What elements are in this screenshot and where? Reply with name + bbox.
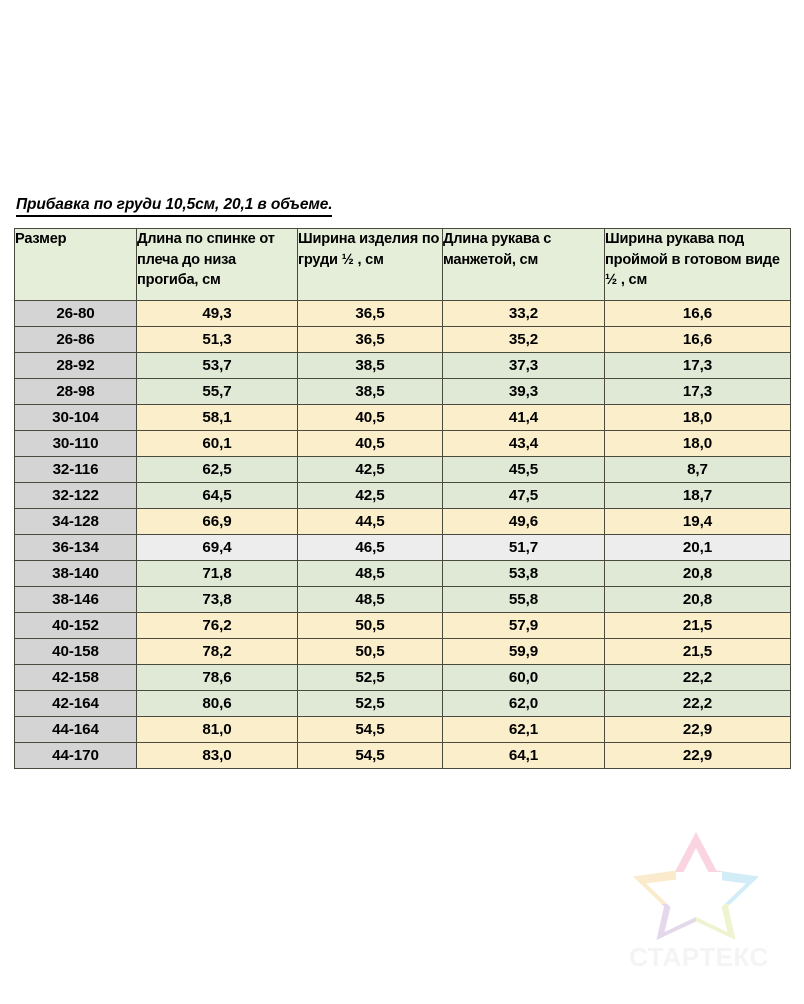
- table-row: [15, 717, 791, 743]
- cell-back-length: 51,3: [137, 327, 298, 353]
- column-header-back-length: Длина по спинке от плеча до низа прогиба, см: [137, 229, 298, 301]
- table-row: [15, 639, 791, 665]
- cell-back-length: 78,6: [137, 665, 298, 691]
- cell-chest-width: 38,5: [298, 379, 443, 405]
- size-chart-table: [14, 228, 791, 769]
- column-header-chest-width: Ширина изделия по груди ½ , см: [298, 229, 443, 301]
- cell-sleeve-width: 21,5: [605, 639, 791, 665]
- cell-sleeve-length: 33,2: [443, 301, 605, 327]
- cell-sleeve-length: 39,3: [443, 379, 605, 405]
- cell-sleeve-width: 20,1: [605, 535, 791, 561]
- cell-back-length: 71,8: [137, 561, 298, 587]
- cell-back-length: 49,3: [137, 301, 298, 327]
- cell-size: 34-128: [15, 509, 137, 535]
- cell-sleeve-width: 22,2: [605, 691, 791, 717]
- cell-size: 44-164: [15, 717, 137, 743]
- cell-size: 30-110: [15, 431, 137, 457]
- column-header-size: Размер: [15, 229, 137, 301]
- cell-size: 26-80: [15, 301, 137, 327]
- cell-size: 30-104: [15, 405, 137, 431]
- cell-chest-width: 50,5: [298, 639, 443, 665]
- cell-chest-width: 40,5: [298, 431, 443, 457]
- cell-sleeve-width: 16,6: [605, 327, 791, 353]
- cell-size: 26-86: [15, 327, 137, 353]
- cell-sleeve-length: 35,2: [443, 327, 605, 353]
- cell-size: 38-146: [15, 587, 137, 613]
- cell-chest-width: 54,5: [298, 717, 443, 743]
- table-row: [15, 691, 791, 717]
- cell-back-length: 66,9: [137, 509, 298, 535]
- cell-back-length: 73,8: [137, 587, 298, 613]
- table-row: [15, 301, 791, 327]
- watermark: [604, 826, 794, 986]
- cell-sleeve-width: 17,3: [605, 353, 791, 379]
- size-table-container: [14, 228, 790, 769]
- table-row: [15, 431, 791, 457]
- page-title: Прибавка по груди 10,5см, 20,1 в объеме.: [16, 196, 332, 217]
- cell-back-length: 78,2: [137, 639, 298, 665]
- cell-sleeve-length: 49,6: [443, 509, 605, 535]
- cell-sleeve-length: 47,5: [443, 483, 605, 509]
- table-row: [15, 613, 791, 639]
- cell-chest-width: 42,5: [298, 457, 443, 483]
- cell-back-length: 69,4: [137, 535, 298, 561]
- cell-chest-width: 42,5: [298, 483, 443, 509]
- cell-sleeve-width: 17,3: [605, 379, 791, 405]
- cell-sleeve-width: 8,7: [605, 457, 791, 483]
- table-row: [15, 665, 791, 691]
- cell-sleeve-length: 43,4: [443, 431, 605, 457]
- cell-chest-width: 38,5: [298, 353, 443, 379]
- table-row: [15, 535, 791, 561]
- table-row: [15, 587, 791, 613]
- cell-chest-width: 36,5: [298, 301, 443, 327]
- table-row: [15, 509, 791, 535]
- cell-size: 40-158: [15, 639, 137, 665]
- watermark-brand-text: СТАРТЕКС: [629, 942, 769, 972]
- cell-back-length: 58,1: [137, 405, 298, 431]
- cell-size: 40-152: [15, 613, 137, 639]
- cell-chest-width: 52,5: [298, 665, 443, 691]
- table-row: [15, 743, 791, 769]
- cell-size: 42-164: [15, 691, 137, 717]
- cell-sleeve-width: 18,7: [605, 483, 791, 509]
- cell-size: 36-134: [15, 535, 137, 561]
- table-header: [15, 229, 791, 301]
- cell-back-length: 80,6: [137, 691, 298, 717]
- cell-size: 28-98: [15, 379, 137, 405]
- cell-sleeve-width: 19,4: [605, 509, 791, 535]
- cell-size: 32-116: [15, 457, 137, 483]
- cell-sleeve-length: 59,9: [443, 639, 605, 665]
- cell-back-length: 81,0: [137, 717, 298, 743]
- cell-back-length: 53,7: [137, 353, 298, 379]
- table-row: [15, 457, 791, 483]
- cell-size: 32-122: [15, 483, 137, 509]
- cell-sleeve-width: 20,8: [605, 561, 791, 587]
- cell-sleeve-length: 62,0: [443, 691, 605, 717]
- cell-sleeve-length: 64,1: [443, 743, 605, 769]
- star-logo-icon: [630, 826, 762, 946]
- cell-chest-width: 46,5: [298, 535, 443, 561]
- cell-size: 28-92: [15, 353, 137, 379]
- cell-sleeve-length: 37,3: [443, 353, 605, 379]
- cell-back-length: 76,2: [137, 613, 298, 639]
- cell-chest-width: 44,5: [298, 509, 443, 535]
- cell-sleeve-width: 22,9: [605, 717, 791, 743]
- cell-sleeve-length: 45,5: [443, 457, 605, 483]
- cell-sleeve-length: 57,9: [443, 613, 605, 639]
- cell-sleeve-width: 22,9: [605, 743, 791, 769]
- cell-chest-width: 40,5: [298, 405, 443, 431]
- table-body: [15, 301, 791, 769]
- cell-chest-width: 50,5: [298, 613, 443, 639]
- cell-chest-width: 54,5: [298, 743, 443, 769]
- cell-sleeve-length: 53,8: [443, 561, 605, 587]
- cell-sleeve-width: 18,0: [605, 431, 791, 457]
- cell-sleeve-width: 16,6: [605, 301, 791, 327]
- cell-chest-width: 52,5: [298, 691, 443, 717]
- cell-back-length: 83,0: [137, 743, 298, 769]
- cell-size: 42-158: [15, 665, 137, 691]
- cell-sleeve-length: 60,0: [443, 665, 605, 691]
- table-row: [15, 353, 791, 379]
- cell-back-length: 62,5: [137, 457, 298, 483]
- table-row: [15, 327, 791, 353]
- table-row: [15, 561, 791, 587]
- cell-size: 38-140: [15, 561, 137, 587]
- cell-size: 44-170: [15, 743, 137, 769]
- cell-back-length: 64,5: [137, 483, 298, 509]
- column-header-sleeve-length: Длина рукава с манжетой, см: [443, 229, 605, 301]
- cell-back-length: 60,1: [137, 431, 298, 457]
- cell-chest-width: 36,5: [298, 327, 443, 353]
- cell-sleeve-width: 18,0: [605, 405, 791, 431]
- cell-sleeve-length: 62,1: [443, 717, 605, 743]
- header-row: [15, 229, 791, 301]
- cell-sleeve-width: 21,5: [605, 613, 791, 639]
- table-row: [15, 483, 791, 509]
- table-row: [15, 405, 791, 431]
- cell-back-length: 55,7: [137, 379, 298, 405]
- column-header-sleeve-width: Ширина рукава под проймой в готовом виде ½ , см: [605, 229, 791, 301]
- cell-chest-width: 48,5: [298, 587, 443, 613]
- cell-sleeve-length: 41,4: [443, 405, 605, 431]
- cell-sleeve-length: 55,8: [443, 587, 605, 613]
- cell-sleeve-width: 22,2: [605, 665, 791, 691]
- cell-sleeve-width: 20,8: [605, 587, 791, 613]
- cell-sleeve-length: 51,7: [443, 535, 605, 561]
- cell-chest-width: 48,5: [298, 561, 443, 587]
- table-row: [15, 379, 791, 405]
